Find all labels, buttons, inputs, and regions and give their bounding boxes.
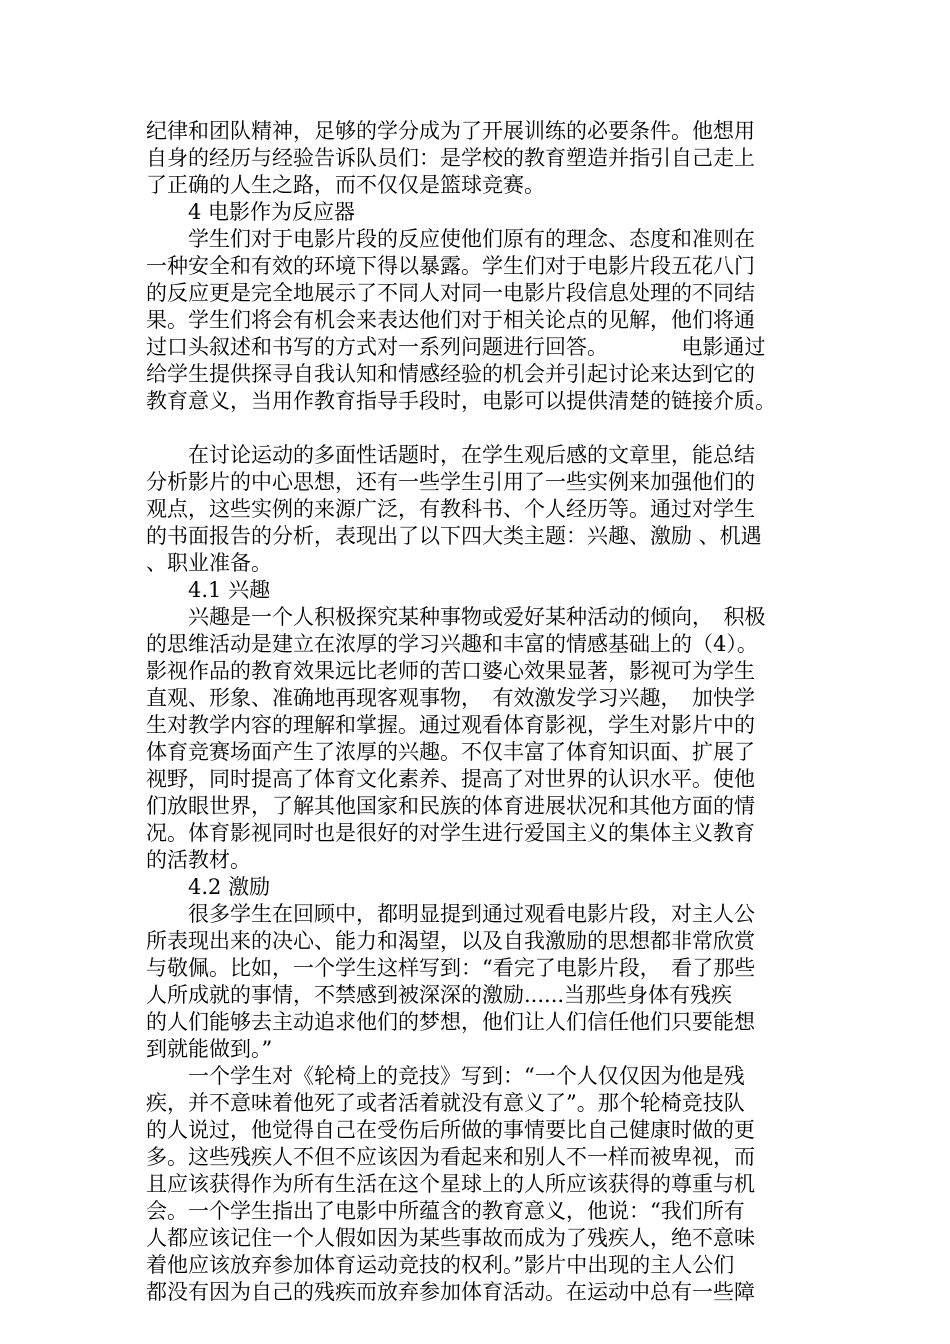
text-line: 的思维活动是建立在浓厚的学习兴趣和丰富的情感基础上的（4）。	[146, 632, 758, 656]
text-line: 的活教材。	[146, 848, 251, 872]
text-line: 与敬佩。比如，一个学生这样写到：“看完了电影片段， 看了那些	[146, 956, 756, 980]
text-line: 分析影片的中心思想，还有一些学生引用了一些实例来加强他们的	[146, 470, 755, 494]
document-page	[146, 118, 806, 1306]
text-line: 兴趣是一个人积极探究某种事物或爱好某种活动的倾向， 积极	[146, 605, 766, 629]
text-line: 过口头叙述和书写的方式对一系列问题进行回答。 电影通过	[146, 335, 766, 359]
section-heading-4-2: 4.2 激励	[146, 875, 271, 899]
text-line: 了正确的人生之路，而不仅仅是篮球竞赛。	[146, 173, 545, 197]
text-line: 教育意义，当用作教育指导手段时，电影可以提供清楚的链接介质。	[146, 389, 776, 413]
text-line: 自身的经历与经验告诉队员们：是学校的教育塑造并指引自己走上	[146, 146, 755, 170]
text-line: 到就能做到。”	[146, 1037, 273, 1061]
text-line: 生对教学内容的理解和掌握。通过观看体育影视，学生对影片中的	[146, 713, 755, 737]
text-line: 们放眼世界，了解其他国家和民族的体育进展状况和其他方面的情	[146, 794, 755, 818]
text-line: 况。体育影视同时也是很好的对学生进行爱国主义的集体主义教育	[146, 821, 755, 845]
paragraph-gap	[146, 415, 806, 442]
section-heading-4-1: 4.1 兴趣	[146, 578, 271, 602]
text-line: 会。一个学生指出了电影中所蕴含的教育意义，他说：“我们所有	[146, 1199, 745, 1223]
text-line: 视野，同时提高了体育文化素养、提高了对世界的认识水平。使他	[146, 767, 755, 791]
text-line: 、职业准备。	[146, 551, 272, 575]
text-line: 着他应该放弃参加体育运动竞技的权利。”影片中出现的主人公们	[146, 1253, 735, 1277]
text-line: 很多学生在回顾中，都明显提到通过观看电影片段，对主人公	[146, 902, 755, 926]
text-line: 的人说过，他觉得自己在受伤后所做的事情要比自己健康时做的更	[146, 1118, 755, 1142]
text-line: 人所成就的事情，不禁感到被深深的激励......当那些身体有残疾	[146, 983, 733, 1007]
text-line: 纪律和团队精神，足够的学分成为了开展训练的必要条件。他想用	[146, 119, 755, 143]
text-line: 观点，这些实例的来源广泛，有教科书、个人经历等。通过对学生	[146, 497, 755, 521]
text-line: 一种安全和有效的环境下得以暴露。学生们对于电影片段五花八门	[146, 254, 755, 278]
text-line: 所表现出来的决心、能力和渴望，以及自我激励的思想都非常欣赏	[146, 929, 755, 953]
text-line: 人都应该记住一个人假如因为某些事故而成为了残疾人，绝不意味	[146, 1226, 755, 1250]
text-line: 疾，并不意味着他死了或者活着就没有意义了”。那个轮椅竞技队	[146, 1091, 745, 1115]
text-line: 影视作品的教育效果远比老师的苦口婆心效果显著，影视可为学生	[146, 659, 755, 683]
text-line: 在讨论运动的多面性话题时，在学生观后感的文章里，能总结	[146, 443, 755, 467]
text-line: 的书面报告的分析，表现出了以下四大类主题：兴趣、激励 、机遇	[146, 524, 762, 548]
text-line: 的反应更是完全地展示了不同人对同一电影片段信息处理的不同结	[146, 281, 755, 305]
text-line: 体育竞赛场面产生了浓厚的兴趣。不仅丰富了体育知识面、扩展了	[146, 740, 755, 764]
text-line: 直观、形象、准确地再现客观事物， 有效激发学习兴趣， 加快学	[146, 686, 755, 710]
text-line: 多。这些残疾人不但不应该因为看起来和别人不一样而被卑视，而	[146, 1145, 755, 1169]
text-line: 且应该获得作为所有生活在这个星球上的人所应该获得的尊重与机	[146, 1172, 755, 1196]
text-line: 的人们能够去主动追求他们的梦想，他们让人们信任他们只要能想	[146, 1010, 755, 1034]
section-heading-4: 4 电影作为反应器	[146, 200, 356, 224]
text-line: 给学生提供探寻自我认知和情感经验的机会并引起讨论来达到它的	[146, 362, 755, 386]
text-line: 果。学生们将会有机会来表达他们对于相关论点的见解，他们将通	[146, 308, 755, 332]
text-line: 都没有因为自己的残疾而放弃参加体育活动。在运动中总有一些障	[146, 1280, 755, 1304]
text-line: 一个学生对《轮椅上的竞技》写到：“一个人仅仅因为他是残	[146, 1064, 745, 1088]
text-line: 学生们对于电影片段的反应使他们原有的理念、态度和准则在	[146, 227, 755, 251]
